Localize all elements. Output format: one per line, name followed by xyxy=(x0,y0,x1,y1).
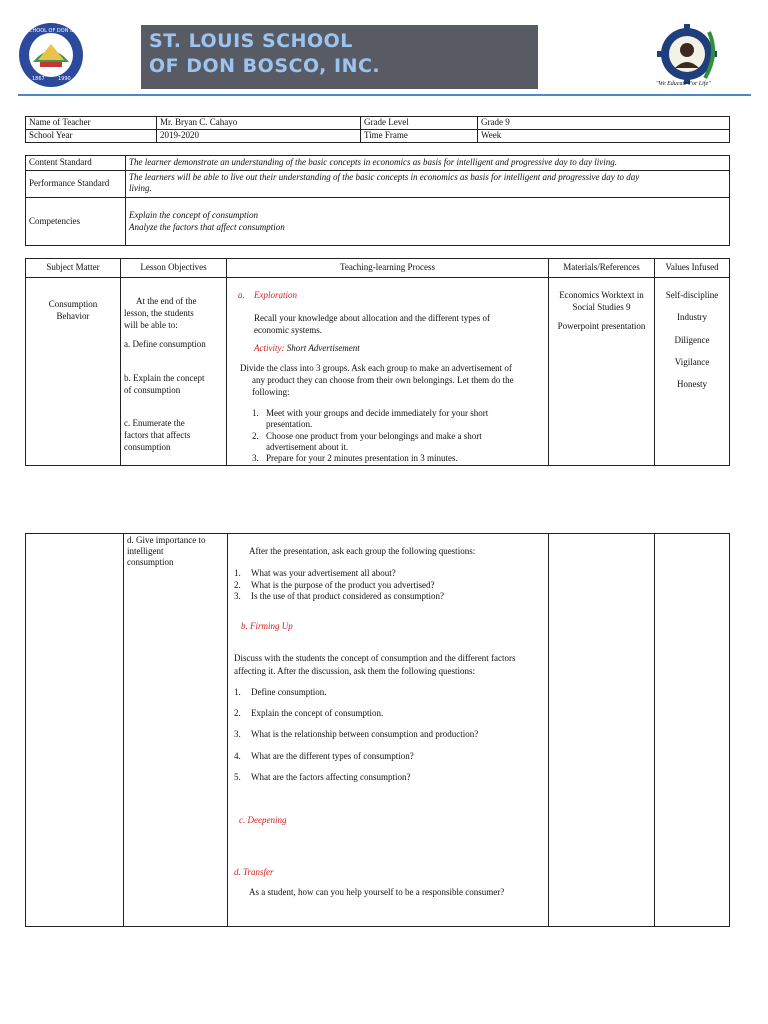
competency-2: Analyze the factors that affect consumption xyxy=(129,221,285,232)
continuation-materials-cell xyxy=(549,534,655,927)
performance-standard-line2: living. xyxy=(129,183,152,194)
lesson-objectives-cell xyxy=(121,278,227,466)
standards-table xyxy=(25,155,730,246)
performance-standard-value xyxy=(126,171,730,198)
performance-standard-label: Performance Standard xyxy=(26,171,126,198)
subject-matter-cell xyxy=(26,278,121,466)
question-2-2-number: 2. xyxy=(234,708,241,718)
continuation-values-cell xyxy=(655,534,730,927)
continuation-subject-cell xyxy=(26,534,124,927)
school-name-line1: ST. LOUIS SCHOOL xyxy=(149,30,353,52)
after-presentation-text: After the presentation, ask each group the following questions: xyxy=(249,546,476,556)
discuss-line1: Discuss with the students the concept of consumption and the different factors xyxy=(234,653,516,663)
step-1-line1: Meet with your groups and decide immediately for your short xyxy=(266,408,489,418)
objective-d-2: intelligent xyxy=(127,546,164,556)
discuss-line2: affecting it. After the discussion, ask them the following questions: xyxy=(234,666,476,676)
step-3-number: 3. xyxy=(252,453,259,463)
divide-line3: following: xyxy=(252,387,290,397)
values-cell xyxy=(655,278,730,466)
step-2-line1: Choose one product from your belongings and make a short xyxy=(266,431,482,441)
header-teaching-process: Teaching-learning Process xyxy=(227,259,549,278)
competency-1: Explain the concept of consumption xyxy=(129,210,258,221)
content-standard-label: Content Standard xyxy=(26,156,126,171)
continuation-objectives-cell xyxy=(124,534,228,927)
teaching-process-cell xyxy=(227,278,549,466)
header-lesson-objectives: Lesson Objectives xyxy=(121,259,227,278)
school-seal-logo xyxy=(0,22,102,88)
question-2-5-text: What are the factors affecting consumption? xyxy=(251,772,411,782)
school-name-banner xyxy=(141,25,538,89)
question-1-3-number: 3. xyxy=(234,591,241,601)
teacher-name-label: Name of Teacher xyxy=(26,117,157,130)
exploration-heading: Exploration xyxy=(254,290,297,300)
deepening-heading: c. Deepening xyxy=(239,815,287,825)
header-divider xyxy=(18,94,751,96)
content-standard-value: The learner demonstrate an understanding of the basic concepts in economics as basis for intelligent and progressive day to day living. xyxy=(126,156,730,171)
question-2-2-text: Explain the concept of consumption. xyxy=(251,708,384,718)
time-frame-label: Time Frame xyxy=(361,130,478,143)
school-motto: "We Educate For Life" xyxy=(656,81,711,87)
value-3: Diligence xyxy=(674,335,710,345)
question-2-3-number: 3. xyxy=(234,729,241,739)
lesson-plan-table xyxy=(25,258,730,466)
founder-gear-logo xyxy=(655,24,723,86)
objective-d-1: d. Give importance to xyxy=(127,535,206,545)
activity-name: Short Advertisement xyxy=(286,343,360,353)
question-2-1-number: 1. xyxy=(234,687,241,697)
question-2-4-text: What are the different types of consumption? xyxy=(251,751,414,761)
performance-standard-line1: The learners will be able to live out their understanding of the basic concepts in economics as basis for intelligent and progressive day to day xyxy=(129,172,640,182)
continuation-process-cell xyxy=(228,534,549,927)
value-4: Vigilance xyxy=(674,357,710,367)
time-frame-value: Week xyxy=(478,130,730,143)
step-1-number: 1. xyxy=(252,408,259,418)
value-2: Industry xyxy=(677,312,707,322)
subject-line1: Consumption xyxy=(48,299,98,309)
objective-c-2: factors that affects xyxy=(124,430,191,440)
school-year-value: 2019-2020 xyxy=(157,130,361,143)
competencies-label: Competencies xyxy=(26,198,126,246)
recall-line2: economic systems. xyxy=(254,325,322,335)
step-1-line2: presentation. xyxy=(266,419,313,429)
seal-year-right: 1990 xyxy=(58,76,71,82)
objective-b-2: of consumption xyxy=(124,385,181,395)
materials-cell xyxy=(549,278,655,466)
question-2-4-number: 4. xyxy=(234,751,241,761)
question-1-1-text: What was your advertisement all about? xyxy=(251,568,396,578)
firming-up-heading: b. Firming Up xyxy=(241,621,293,631)
grade-level-label: Grade Level xyxy=(361,117,478,130)
exploration-marker: a. xyxy=(238,290,245,300)
question-1-1-number: 1. xyxy=(234,568,241,578)
objective-c-1: c. Enumerate the xyxy=(124,418,185,428)
header-materials: Materials/References xyxy=(549,259,655,278)
transfer-question: As a student, how can you help yourself to be a responsible consumer? xyxy=(249,887,505,897)
lesson-plan-continuation-table xyxy=(25,533,730,927)
grade-level-value: Grade 9 xyxy=(478,117,730,130)
question-1-2-number: 2. xyxy=(234,580,241,590)
teacher-info-table xyxy=(25,116,730,143)
objectives-intro-1: At the end of the xyxy=(136,296,197,306)
objective-c-3: consumption xyxy=(124,442,171,452)
recall-line1: Recall your knowledge about allocation and the different types of xyxy=(254,313,491,323)
teacher-name-value: Mr. Bryan C. Cahayo xyxy=(157,117,361,130)
header-subject-matter: Subject Matter xyxy=(26,259,121,278)
question-1-2-text: What is the purpose of the product you advertised? xyxy=(251,580,435,590)
value-1: Self-discipline xyxy=(665,290,719,300)
objective-b-1: b. Explain the concept xyxy=(124,373,205,383)
subject-line2: Behavior xyxy=(56,311,90,321)
seal-text: ST. LOUIS SCHOOL OF DON BOSCO, INC. xyxy=(0,28,102,34)
objectives-intro-3: will be able to: xyxy=(124,320,178,330)
question-2-5-number: 5. xyxy=(234,772,241,782)
step-2-line2: advertisement about it. xyxy=(266,442,349,452)
school-name-line2: OF DON BOSCO, INC. xyxy=(149,55,381,77)
objectives-intro-2: lesson, the students xyxy=(124,308,194,318)
objective-a: a. Define consumption xyxy=(124,339,206,349)
material-1-line2: Social Studies 9 xyxy=(572,302,631,312)
competencies-value xyxy=(126,198,730,246)
activity-label: Activity: xyxy=(254,343,285,353)
material-2: Powerpoint presentation xyxy=(557,321,646,331)
divide-line2: any product they can choose from their own belongings. Let them do the xyxy=(252,375,514,385)
activity-line xyxy=(254,343,360,354)
objective-d-3: consumption xyxy=(127,557,174,567)
school-year-label: School Year xyxy=(26,130,157,143)
material-1-line1: Economics Worktext in xyxy=(559,290,644,300)
question-1-3-text: Is the use of that product considered as consumption? xyxy=(251,591,444,601)
header-values: Values Infused xyxy=(655,259,730,278)
step-3-line1: Prepare for your 2 minutes presentation in 3 minutes. xyxy=(266,453,458,463)
step-2-number: 2. xyxy=(252,431,259,441)
seal-year-left: 1867 xyxy=(32,76,45,82)
question-2-1-text: Define consumption. xyxy=(251,687,327,697)
question-2-3-text: What is the relationship between consumption and production? xyxy=(251,729,479,739)
transfer-heading: d. Transfer xyxy=(234,867,274,877)
divide-line1: Divide the class into 3 groups. Ask each group to make an advertisement of xyxy=(240,363,512,373)
value-5: Honesty xyxy=(677,379,707,389)
